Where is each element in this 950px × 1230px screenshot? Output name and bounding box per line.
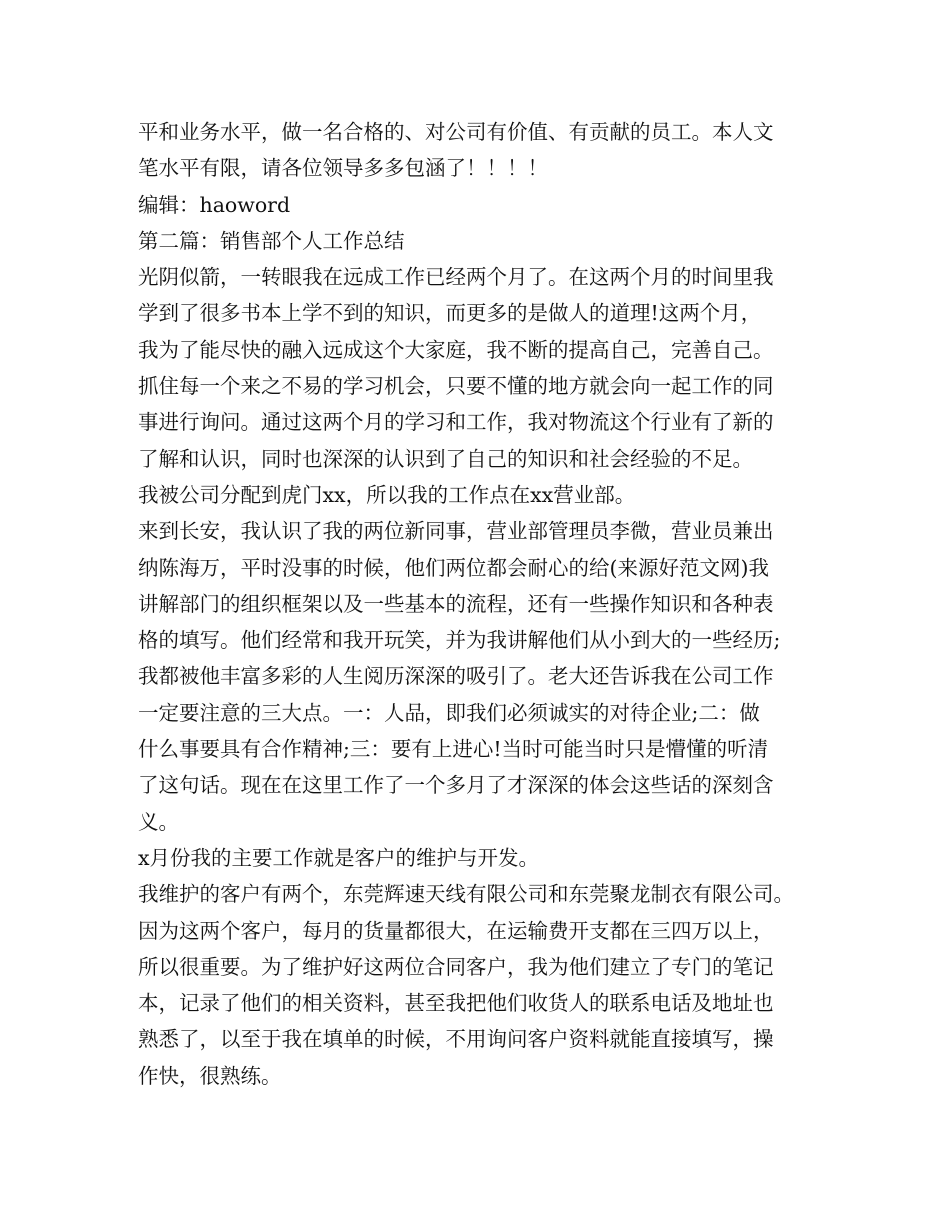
- text-line: 熟悉了，以至于我在填单的时候，不用询问客户资料就能直接填写，操: [138, 1027, 774, 1052]
- text-line: 笔水平有限，请各位领导多多包涵了！！！！: [138, 156, 548, 181]
- text-line: 来到长安，我认识了我的两位新同事，营业部管理员李微，营业员兼出: [138, 519, 774, 544]
- section-heading: 第二篇：销售部个人工作总结: [138, 228, 405, 253]
- text-line: 光阴似箭，一转眼我在远成工作已经两个月了。在这两个月的时间里我: [138, 265, 774, 290]
- text-line: 学到了很多书本上学不到的知识，而更多的是做人的道理!这两个月，: [138, 301, 762, 326]
- editor-credit-line: 编辑：haoword: [138, 192, 291, 217]
- text-line: 格的填写。他们经常和我开玩笑，并为我讲解他们从小到大的一些经历;: [138, 628, 781, 653]
- text-line: 所以很重要。为了维护好这两位合同客户，我为他们建立了专门的笔记: [138, 954, 774, 979]
- text-line: 讲解部门的组织框架以及一些基本的流程，还有一些操作知识和各种表: [138, 591, 774, 616]
- text-line: 义。: [138, 809, 179, 834]
- text-line: 作快，很熟练。: [138, 1063, 282, 1088]
- document-body: [138, 114, 828, 1094]
- text-line: 平和业务水平，做一名合格的、对公司有价值、有贡献的员工。本人文: [138, 120, 774, 144]
- text-line: 我都被他丰富多彩的人生阅历深深的吸引了。老大还告诉我在公司工作: [138, 664, 774, 689]
- text-line: 本，记录了他们的相关资料，甚至我把他们收货人的联系电话及地址也: [138, 991, 774, 1016]
- text-line: 我被公司分配到虎门xx，所以我的工作点在xx营业部。: [138, 482, 636, 507]
- text-line: 纳陈海万，平时没事的时候，他们两位都会耐心的给(来源好范文网)我: [138, 555, 769, 580]
- text-line: 什么事要具有合作精神;三：要有上进心!当时可能当时只是懵懂的听清: [138, 737, 769, 762]
- text-line: x月份我的主要工作就是客户的维护与开发。: [138, 845, 540, 870]
- text-line: 一定要注意的三大点。一：人品，即我们必须诚实的对待企业;二：做: [138, 700, 760, 725]
- text-line: 了解和认识，同时也深深的认识到了自己的知识和社会经验的不足。: [138, 446, 753, 471]
- text-line: 事进行询问。通过这两个月的学习和工作，我对物流这个行业有了新的: [138, 410, 774, 435]
- text-line: 我维护的客户有两个，东莞辉速天线有限公司和东莞聚龙制衣有限公司。: [138, 882, 794, 907]
- text-line: 因为这两个客户，每月的货量都很大，在运输费开支都在三四万以上，: [138, 918, 774, 943]
- text-line: 抓住每一个来之不易的学习机会，只要不懂的地方就会向一起工作的同: [138, 374, 774, 399]
- text-line: 我为了能尽快的融入远成这个大家庭，我不断的提高自己，完善自己。: [138, 337, 774, 362]
- text-line: 了这句话。现在在这里工作了一个多月了才深深的体会这些话的深刻含: [138, 773, 774, 798]
